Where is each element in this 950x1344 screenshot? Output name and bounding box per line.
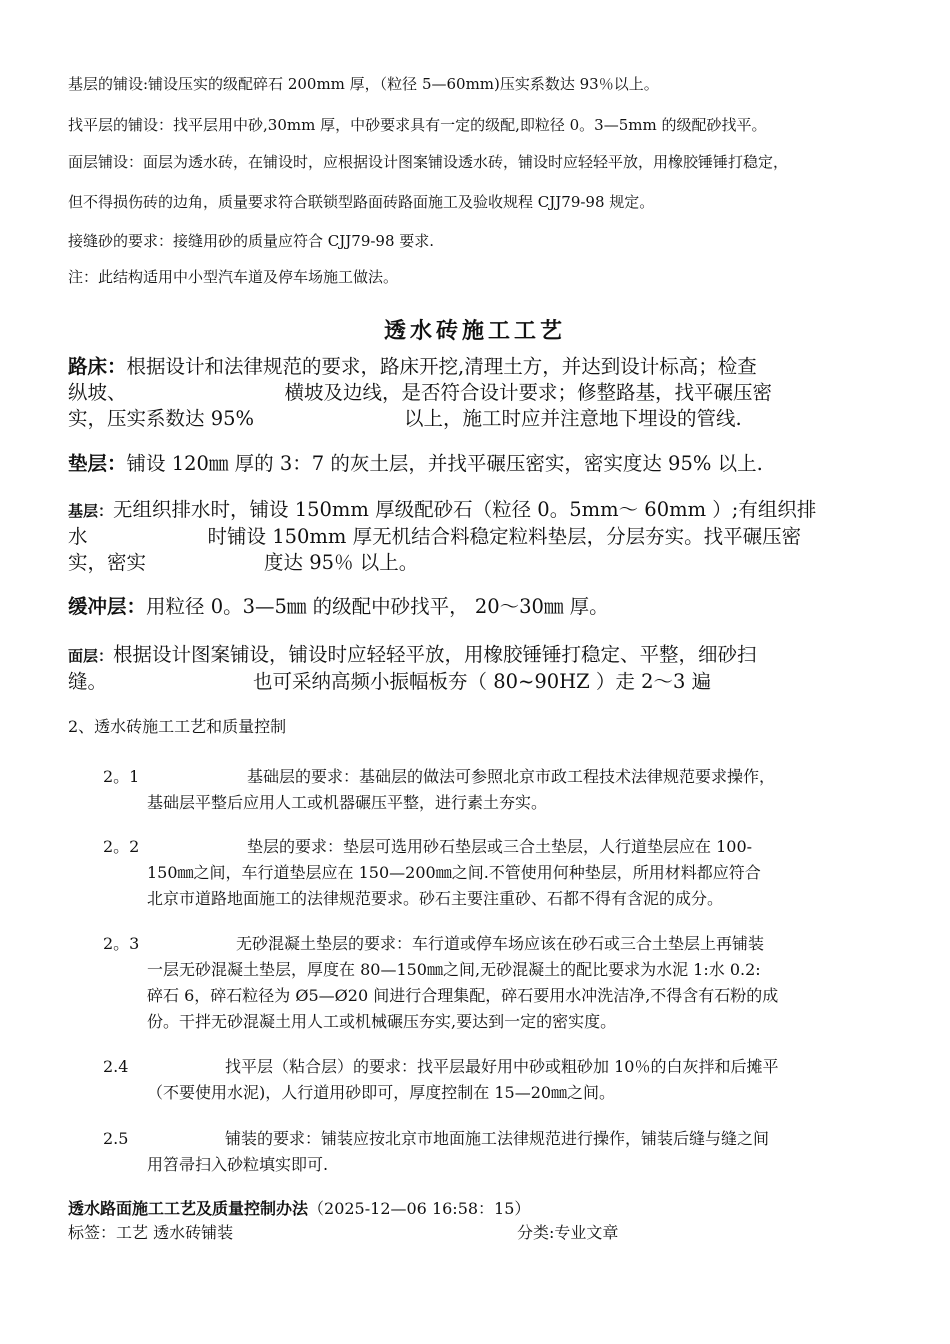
section-label: 垫层：: [68, 452, 127, 475]
item-text: 垫层的要求：垫层可选用砂石垫层或三合土垫层，人行道垫层应在 100-: [247, 837, 753, 856]
item-text: 一层无砂混凝土垫层，厚度在 80—150㎜之间,无砂混凝土的配比要求为水泥 1:水 0.2:: [147, 960, 761, 979]
section-base: [68, 497, 888, 576]
section-label: 面层：: [68, 647, 114, 665]
article-title[interactable]: 透水路面施工工艺及质量控制办法: [68, 1199, 309, 1218]
list-item: [103, 764, 883, 816]
paragraph-leveling-layer: 找平层的铺设：找平层用中砂,30mm 厚，中砂要求具有一定的级配,即粒径 0。3—5mm 的级配砂找平。: [68, 116, 767, 134]
item-number: 2。2: [103, 837, 140, 856]
paragraph-base-layer: 基层的铺设:铺设压实的级配碎石 200mm 厚，（粒径 5—60mm)压实系数达 93％以上。: [68, 75, 659, 93]
paragraph-surface-layer: 面层铺设：面层为透水砖，在铺设时，应根据设计图案铺设透水砖，铺设时应轻轻平放，用橡胶锤锤打稳定，: [68, 153, 789, 171]
item-text: 碎石 6，碎石粒径为 Ø5—Ø20 间进行合理集配，碎石要用水冲洗洁净,不得含有石粉的成: [147, 986, 779, 1005]
section-text: 缝。: [68, 670, 108, 693]
section-label: 基层：: [68, 502, 114, 520]
section-roadbed: [68, 354, 888, 432]
item-text: 基础层平整后应用人工或机器碾压平整，进行素土夯实。: [147, 793, 548, 812]
section-label: 缓冲层：: [68, 595, 147, 618]
section-text: 以上，施工时应并注意地下埋设的管线.: [404, 407, 742, 430]
list-item: [103, 834, 883, 912]
item-text: 无砂混凝土垫层的要求：车行道或停车场应该在砂石或三合土垫层上再铺装: [236, 934, 765, 953]
list-item: [103, 931, 883, 1035]
section-text: 时铺设 150mm 厚无机结合料稳定粒料垫层，分层夯实。找平碾压密: [207, 525, 802, 548]
item-text: 铺装的要求：铺装应按北京市地面施工法律规范进行操作，铺装后缝与缝之间: [225, 1129, 770, 1148]
paragraph-surface-layer-cont: 但不得损伤砖的边角，质量要求符合联锁型路面砖路面施工及验收规程 CJJ79-98 规定。: [68, 193, 655, 211]
section-text: 纵坡、: [68, 381, 127, 404]
section-text: 实，密实: [68, 551, 147, 574]
item-text: 150㎜之间，车行道垫层应在 150—200㎜之间.不管使用何种垫层，所用材料都应符合: [147, 863, 761, 882]
section-cushion: [68, 451, 888, 477]
section-text: 实，压实系数达 95%: [68, 407, 255, 430]
section-text: 根据设计和法律规范的要求，路床开挖,清理土方，并达到设计标高；检查: [126, 355, 757, 378]
item-text: （不要使用水泥)，人行道用砂即可，厚度控制在 15—20㎜之间。: [147, 1083, 616, 1102]
article-category: 分类:专业文章: [517, 1223, 619, 1242]
article-tags: 标签：工艺 透水砖铺装: [68, 1223, 234, 1242]
list-item: [103, 1126, 883, 1178]
section-text: 铺设 120㎜ 厚的 3：7 的灰土层，并找平碾压密实，密实度达 95% 以上.: [126, 452, 763, 475]
item-text: 基础层的要求：基础层的做法可参照北京市政工程技术法律规范要求操作，: [247, 767, 776, 786]
item-text: 用笤帚扫入砂粒填实即可.: [147, 1155, 329, 1174]
item-number: 2.5: [103, 1129, 129, 1148]
subheading-process: 2、透水砖施工工艺和质量控制: [68, 717, 287, 736]
section-text: 也可采纳高频小振幅板夯（ 80~90HZ ）走 2～3 遍: [253, 670, 712, 693]
item-number: 2.4: [103, 1057, 129, 1076]
paragraph-joint-sand: 接缝砂的要求：接缝用砂的质量应符合 CJJ79-98 要求.: [68, 232, 435, 250]
item-text: 北京市道路地面施工的法律规范要求。砂石主要注重砂、石都不得有含泥的成分。: [147, 889, 724, 908]
section-text: 用粒径 0。3—5㎜ 的级配中砂找平， 20～30㎜ 厚。: [146, 595, 609, 618]
article-date: （2025-12—06 16:58：15）: [308, 1199, 531, 1218]
article-header: [68, 1198, 530, 1220]
section-text: 根据设计图案铺设，铺设时应轻轻平放，用橡胶锤锤打稳定、平整，细砂扫: [113, 643, 757, 666]
section-text: 水: [68, 525, 88, 548]
list-item: [103, 1054, 883, 1106]
paragraph-note: 注：此结构适用中小型汽车道及停车场施工做法。: [68, 268, 399, 286]
section-surface: [68, 642, 888, 695]
item-number: 2。1: [103, 767, 140, 786]
section-label: 路床：: [68, 355, 127, 378]
item-text: 份。干拌无砂混凝土用人工或机械碾压夯实,要达到一定的密实度。: [147, 1012, 617, 1031]
item-text: 找平层（粘合层）的要求：找平层最好用中砂或粗砂加 10％的白灰拌和后摊平: [225, 1057, 779, 1076]
section-text: 度达 95％ 以上。: [264, 551, 419, 574]
section-text: 横坡及边线，是否符合设计要求；修整路基，找平碾压密: [284, 381, 773, 404]
section-buffer: [68, 594, 888, 620]
section-text: 无组织排水时，铺设 150mm 厚级配砂石（粒径 0。5mm～ 60mm ）;有组织排: [113, 498, 817, 521]
page-title: 透水砖施工工艺: [383, 319, 566, 344]
item-number: 2。3: [103, 934, 140, 953]
